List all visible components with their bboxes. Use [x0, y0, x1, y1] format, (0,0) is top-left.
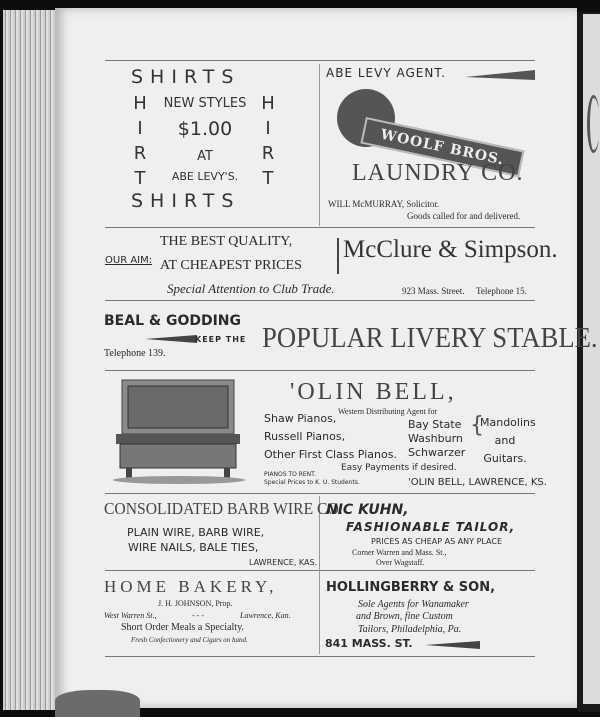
- hollingberry-line2: and Brown, fine Custom: [356, 611, 453, 622]
- livery-names: BEAL & GODDING: [104, 313, 241, 329]
- livery-telephone: Telephone 139.: [104, 348, 166, 359]
- divider-top: [319, 64, 320, 226]
- piano-rent-special: Special Prices to K. U. Students.: [264, 479, 360, 486]
- pointer-icon: [145, 335, 197, 343]
- holding-thumb: [55, 690, 140, 717]
- mcclure-address: 923 Mass. Street.: [402, 286, 465, 296]
- bakery-fresh: Fresh Confectionery and Cigars on hand.: [131, 636, 248, 644]
- rule-1: [105, 227, 535, 228]
- laundry-note: Goods called for and delivered.: [407, 211, 521, 221]
- piano-payments: Easy Payments if desired.: [341, 463, 457, 473]
- piano-col3: [480, 414, 536, 468]
- rule-2: [105, 300, 535, 301]
- rule-3: [105, 370, 535, 371]
- piano-rent: PIANOS TO RENT.: [264, 471, 317, 478]
- piano-agent: Western Distributing Agent for: [338, 407, 438, 416]
- barb-place: LAWRENCE, KAS.: [249, 558, 318, 567]
- shirts-top: SHIRTS: [131, 66, 241, 88]
- piano-col1: [264, 410, 397, 464]
- bakery-title: HOME BAKERY,: [104, 577, 278, 596]
- hollingberry-line3: Tailors, Philadelphia, Pa.: [358, 624, 462, 635]
- instrument-type: Guitars.: [483, 452, 527, 465]
- letter: I: [265, 118, 271, 139]
- hollingberry-address: 841 MASS. ST.: [325, 637, 413, 650]
- hollingberry-name: HOLLINGBERRY & SON,: [326, 580, 496, 595]
- bakery-street: West Warren St.,: [104, 611, 157, 620]
- rule-4: [105, 493, 535, 494]
- letter: T: [262, 168, 274, 189]
- bakery-city: Lawrence, Kan.: [240, 611, 291, 620]
- barb-line1: PLAIN WIRE, BARB WIRE,: [127, 526, 265, 539]
- mcclure-line2: AT CHEAPEST PRICES: [160, 258, 302, 273]
- shirts-vertical-right: [261, 91, 275, 191]
- letter: T: [134, 168, 146, 189]
- laundry-banner: WOOLF BROS.: [360, 117, 524, 177]
- instrument-type: and: [494, 434, 516, 447]
- piano-illustration: [112, 376, 247, 484]
- bakery-meals: Short Order Meals a Specialty.: [121, 622, 244, 633]
- mcclure-line1: THE BEST QUALITY,: [160, 234, 293, 249]
- tailor-title: FASHIONABLE TAILOR,: [346, 520, 516, 534]
- pointer-icon: [425, 641, 480, 649]
- shirts-line3: AT: [197, 149, 213, 164]
- shirts-bottom: SHIRTS: [131, 190, 241, 212]
- rule-top: [105, 60, 535, 61]
- tailor-line3: Over Wagstaff.: [376, 558, 425, 567]
- instrument-brand: Washburn: [408, 432, 463, 445]
- piano-brand: Shaw Pianos,: [264, 412, 337, 425]
- rule-5: [105, 570, 535, 571]
- mcclure-telephone: Telephone 15.: [476, 286, 527, 296]
- tailor-line1: PRICES AS CHEAP AS ANY PLACE: [371, 537, 503, 546]
- instrument-type: Mandolins: [480, 416, 536, 429]
- shirts-line1: NEW STYLES: [163, 96, 247, 111]
- letter: H: [261, 93, 275, 114]
- mcclure-firm: McClure & Simpson.: [343, 236, 558, 263]
- pointer-icon: [465, 70, 535, 82]
- piano-col2: [408, 418, 465, 460]
- instrument-brand: Schwarzer: [408, 446, 466, 459]
- letter: H: [133, 93, 147, 114]
- livery-title: POPULAR LIVERY STABLE.: [262, 322, 598, 354]
- shirts-price: $1.00: [177, 118, 233, 140]
- laundry-agent: ABE LEVY AGENT.: [326, 66, 447, 80]
- aim-label: OUR AIM:: [105, 255, 153, 266]
- bakery-dashes: - - -: [192, 611, 204, 620]
- rule-bottom: [105, 656, 535, 657]
- piano-footer: 'OLIN BELL, LAWRENCE, KS.: [408, 477, 547, 488]
- letter: R: [133, 143, 147, 164]
- shirts-line4: ABE LEVY'S.: [171, 170, 239, 183]
- letter: R: [261, 143, 275, 164]
- brace: {: [470, 413, 484, 438]
- bakery-prop: J. H. JOHNSON, Prop.: [158, 599, 233, 608]
- letter: I: [137, 118, 143, 139]
- mcclure-bar: [337, 238, 339, 274]
- piano-brand: Russell Pianos,: [264, 430, 346, 443]
- laundry-name: LAUNDRY CO.: [352, 160, 524, 186]
- page-curl-mark: [587, 95, 600, 153]
- mcclure-special: Special Attention to Club Trade.: [167, 281, 335, 296]
- book-page-edges: [3, 10, 61, 710]
- laundry-solicitor: WILL McMURRAY, Solicitor.: [328, 199, 440, 209]
- instrument-brand: Bay State: [408, 418, 462, 431]
- barb-line2: WIRE NAILS, BALE TIES,: [128, 541, 259, 554]
- piano-brand: Other First Class Pianos.: [264, 448, 397, 461]
- divider-bottom: [319, 496, 320, 654]
- piano-dealer-name: 'OLIN BELL,: [290, 379, 457, 405]
- tailor-name: NIC KUHN,: [326, 502, 409, 518]
- hollingberry-line1: Sole Agents for Wanamaker: [358, 599, 469, 610]
- tailor-line2: Corner Warren and Mass. St.,: [352, 548, 447, 557]
- livery-keep: KEEP THE: [195, 335, 247, 344]
- barb-title: CONSOLIDATED BARB WIRE CO.: [104, 499, 343, 518]
- shirts-vertical-left: [133, 91, 147, 191]
